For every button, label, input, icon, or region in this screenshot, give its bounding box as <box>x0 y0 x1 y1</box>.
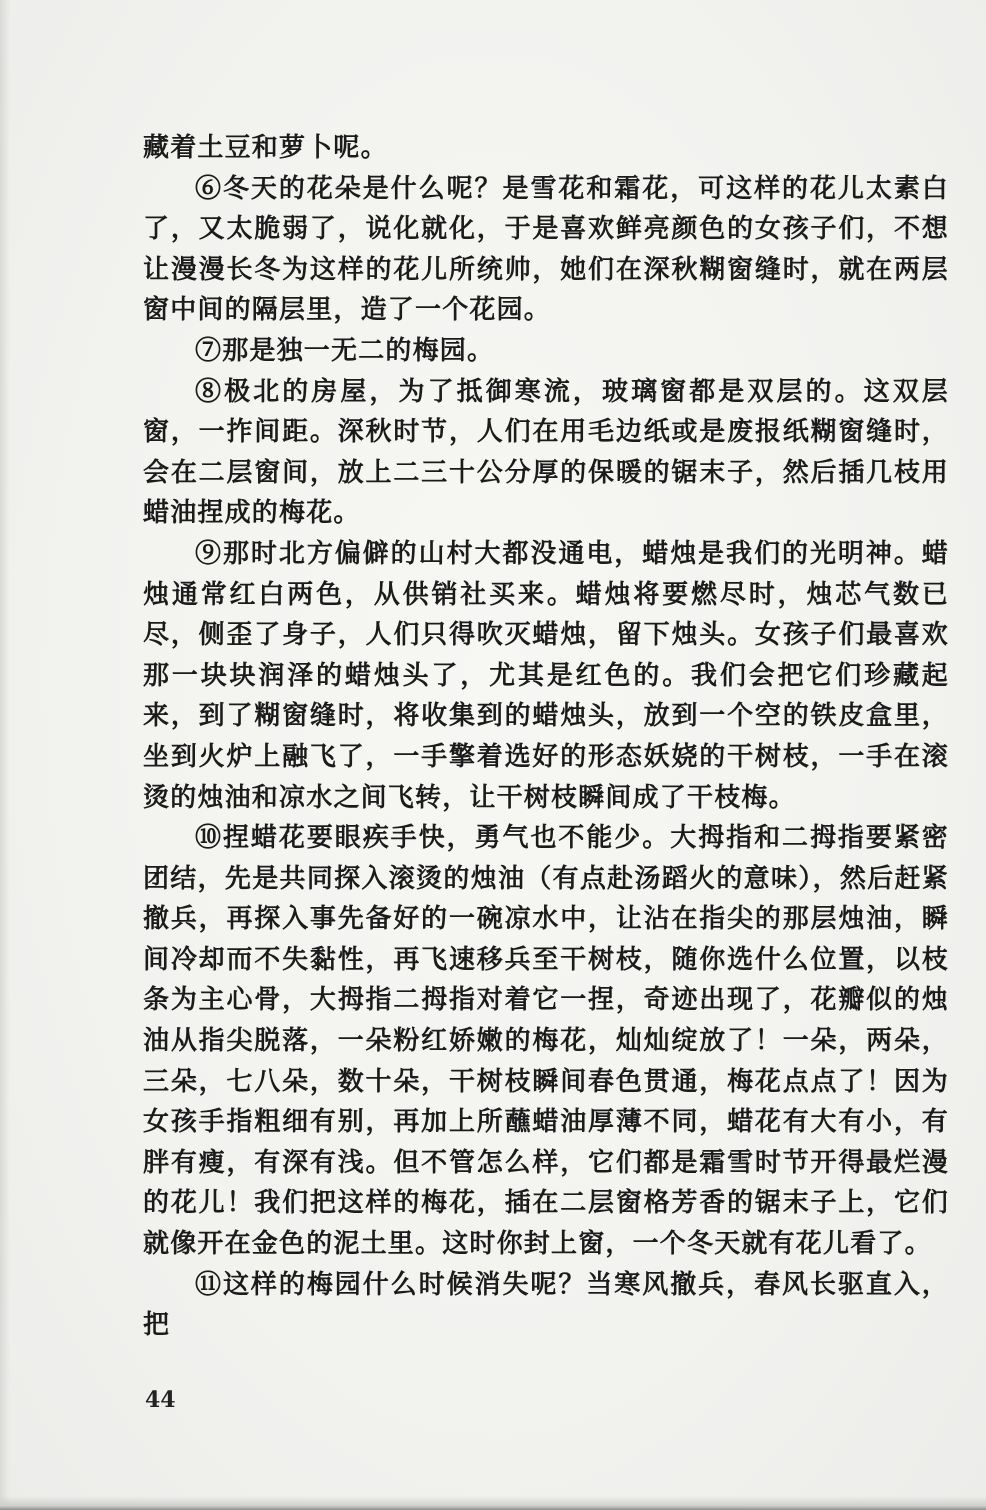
body-text <box>143 128 949 1346</box>
paragraph-7: ⑦那是独一无二的梅园。 <box>195 335 495 366</box>
page-bottom-edge <box>0 1496 986 1510</box>
page-number: 44 <box>145 1387 176 1413</box>
paragraph-8: ⑧极北的房屋，为了抵御寒流，玻璃窗都是双层的。这双层窗，一拃间距。深秋时节，人们在用毛边纸或是废报纸糊窗缝时，会在二层窗间，放上二三十公分厚的保暖的锯末子，然后插几枝用蜡油捏成的梅花。 <box>143 376 949 529</box>
page-gutter-shadow <box>0 0 10 1510</box>
paragraph-6: ⑥冬天的花朵是什么呢？是雪花和霜花，可这样的花儿太素白了，又太脆弱了，说化就化，于是喜欢鲜亮颜色的女孩子们，不想让漫漫长冬为这样的花儿所统帅，她们在深秋糊窗缝时，就在两层窗中间的隔层里，造了一个花园。 <box>143 173 949 326</box>
paragraph-9: ⑨那时北方偏僻的山村大都没通电，蜡烛是我们的光明神。蜡烛通常红白两色，从供销社买来。蜡烛将要燃尽时，烛芯气数已尽，侧歪了身子，人们只得吹灭蜡烛，留下烛头。女孩子们最喜欢那一块块润泽的蜡烛头了，尤其是红色的。我们会把它们珍藏起来，到了糊窗缝时，将收集到的蜡烛头，放到一个空的铁皮盒里，坐到火炉上融飞了，一手擎着选好的形态妖娆的干树枝，一手在滚烫的烛油和凉水之间飞转，让干树枝瞬间成了干枝梅。 <box>143 538 949 813</box>
paragraph-continued: 藏着土豆和萝卜呢。 <box>143 133 388 163</box>
paragraph-11: ⑪这样的梅园什么时候消失呢？当寒风撤兵，春风长驱直入，把 <box>143 1269 949 1341</box>
paragraph-10: ⑩捏蜡花要眼疾手快，勇气也不能少。大拇指和二拇指要紧密团结，先是共同探入滚烫的烛油（有点赴汤蹈火的意味），然后赶紧撤兵，再探入事先备好的一碗凉水中，让沾在指尖的那层烛油，瞬间冷却而不失黏性，再飞速移兵至干树枝，随你选什么位置，以枝条为主心骨，大拇指二拇指对着它一捏，奇迹出现了，花瓣似的烛油从指尖脱落，一朵粉红娇嫩的梅花，灿灿绽放了！一朵，两朵，三朵，七八朵，数十朵，干树枝瞬间春色贯通，梅花点点了！因为女孩手指粗细有别，再加上所蘸蜡油厚薄不同，蜡花有大有小，有胖有瘦，有深有浅。但不管怎么样，它们都是霜雪时节开得最烂漫的花儿！我们把这样的梅花，插在二层窗格芳香的锯末子上，它们就像开在金色的泥土里。这时你封上窗，一个冬天就有花儿看了。 <box>143 823 949 1260</box>
